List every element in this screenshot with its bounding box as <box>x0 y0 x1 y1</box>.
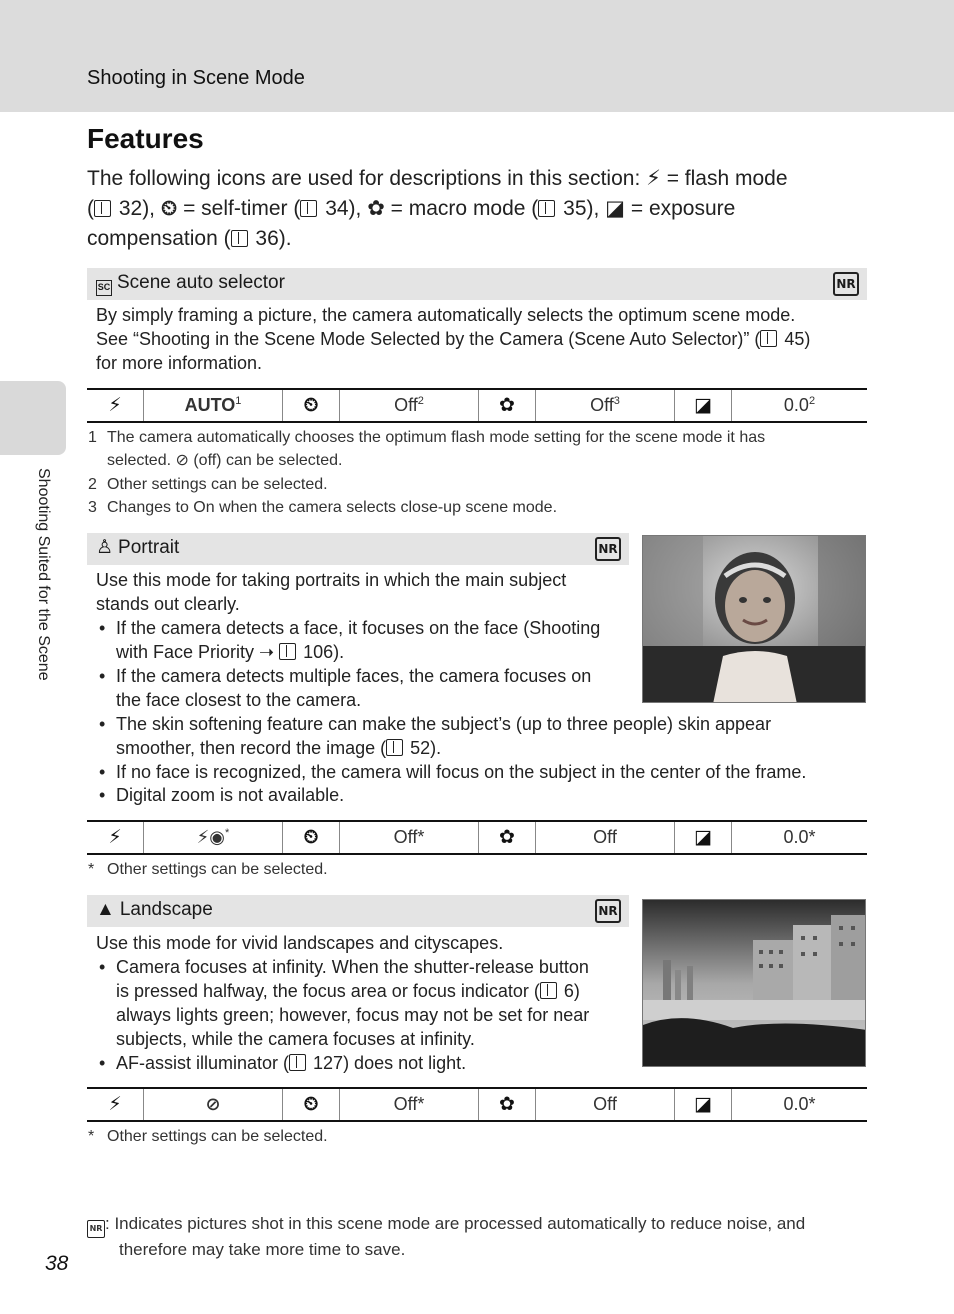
landscape-photo <box>642 899 866 1067</box>
portrait-bullet-1 <box>96 616 626 664</box>
intro-text: = flash mode <box>660 167 788 190</box>
macro-value: Off <box>536 1088 675 1121</box>
portrait-bullet-3 <box>96 712 866 760</box>
text-line: By simply framing a picture, the camera automatically selects the optimum scene mode. <box>96 305 796 325</box>
text-line: If the camera detects multiple faces, the camera focuses on <box>116 666 592 686</box>
landscape-footnote <box>88 1125 858 1148</box>
intro-paragraph <box>87 164 847 254</box>
text-line: 127) does not light. <box>308 1053 467 1073</box>
text-line: 106). <box>298 642 345 662</box>
portrait-desc <box>96 568 626 616</box>
text-line: the face closest to the camera. <box>116 690 362 710</box>
footnote-mark: 1 <box>235 395 242 407</box>
portrait-icon: ♙ <box>96 537 114 558</box>
timer-value <box>340 821 479 854</box>
value-text: Off <box>394 395 418 415</box>
landscape-bullet-1 <box>96 955 626 1051</box>
intro-text: 34), <box>319 197 368 220</box>
nr-icon: NR <box>595 899 621 923</box>
flash-icon: ⚡ <box>108 1094 122 1115</box>
book-icon <box>279 643 296 660</box>
text-line: with Face Priority ➝ <box>116 642 280 662</box>
self-timer-icon: ⏲ <box>160 197 178 220</box>
self-timer-icon: ⏲ <box>283 1088 340 1121</box>
timer-value <box>340 1088 479 1121</box>
portrait-title: Portrait <box>118 537 180 558</box>
text-line: Camera focuses at infinity. When the shutter-release button <box>116 957 589 977</box>
text-line: See “Shooting in the Scene Mode Selected by the Camera (Scene Auto Selector)” ( <box>96 329 761 349</box>
intro-text: = macro mode ( <box>384 197 539 220</box>
value-text: Off <box>590 395 614 415</box>
portrait-bullet-4: • If no face is recognized, the camera will focus on the subject in the center of the frame. <box>96 760 866 784</box>
intro-text: = exposure <box>625 197 736 220</box>
text-line: 45) <box>779 329 811 349</box>
flash-icon: ⚡ <box>108 395 122 416</box>
macro-value: Off <box>536 821 675 854</box>
text-line: is pressed halfway, the focus area or focus indicator ( <box>116 981 540 1001</box>
exposure-icon: ◪ <box>675 821 732 854</box>
text-line: The camera automatically chooses the optimum flash mode setting for the scene mode it has <box>107 429 766 446</box>
macro-icon: ✿ <box>479 821 536 854</box>
portrait-photo <box>642 535 866 703</box>
landscape-bullet-2 <box>96 1051 626 1075</box>
footnote-number: 3 <box>88 499 97 516</box>
nr-icon: NR <box>87 1220 105 1238</box>
text-line: stands out clearly. <box>96 594 240 614</box>
text-line: 6) <box>558 981 580 1001</box>
exposure-icon: ◪ <box>605 197 626 220</box>
flash-icon: ⚡ <box>108 827 122 848</box>
portrait-settings-table <box>87 820 867 855</box>
side-label: Shooting Suited for the Scene <box>35 468 52 681</box>
text-line: smoother, then record the image ( <box>116 738 387 758</box>
flash-off-icon: ⊘ <box>205 1094 221 1114</box>
intro-text: ( <box>87 197 94 220</box>
portrait-image <box>643 536 866 703</box>
intro-text: compensation ( <box>87 227 231 250</box>
header-band <box>0 0 954 112</box>
portrait-footnote <box>88 858 858 881</box>
book-icon <box>386 739 403 756</box>
page-number: 38 <box>45 1252 69 1275</box>
text-line: Other settings can be selected. <box>107 476 328 493</box>
nr-icon: NR <box>833 272 859 296</box>
footnote-mark: 2 <box>808 395 816 407</box>
text-line: for more information. <box>96 353 263 373</box>
red-eye-flash-icon: ⚡◉ <box>196 827 226 847</box>
text-line: AF-assist illuminator ( <box>116 1053 290 1073</box>
book-icon <box>231 230 248 247</box>
intro-text: The following icons are used for descriptions in this section: <box>87 167 647 190</box>
exposure-value <box>732 1088 868 1121</box>
text-line: Changes to On when the camera selects close-up scene mode. <box>107 499 558 516</box>
macro-icon: ✿ <box>367 197 385 220</box>
text-line: Other settings can be selected. <box>107 861 328 878</box>
book-icon <box>300 200 317 217</box>
landscape-settings-table <box>87 1087 867 1122</box>
text-line: subjects, while the camera focuses at infinity. <box>116 1029 475 1049</box>
intro-text: 36). <box>249 227 292 250</box>
macro-icon: ✿ <box>479 1088 536 1121</box>
book-icon <box>538 200 555 217</box>
value-text: Off <box>393 827 418 847</box>
text-line: selected. ⊘ (off) can be selected. <box>107 452 343 469</box>
text-line: If the camera detects a face, it focuses on the face (Shooting <box>116 618 601 638</box>
footnote-number: * <box>88 861 95 878</box>
macro-icon: ✿ <box>479 389 536 422</box>
footnote-number: 2 <box>88 476 97 493</box>
footnote-number: * <box>88 1128 95 1145</box>
text-line: always lights green; however, focus may not be set for near <box>116 1005 590 1025</box>
text-line: Other settings can be selected. <box>107 1128 328 1145</box>
scene-auto-heading <box>87 268 867 300</box>
side-tab <box>0 381 66 455</box>
flash-auto-icon: AUTO <box>184 395 236 415</box>
section-header: Shooting in Scene Mode <box>87 67 305 89</box>
scene-auto-settings-table <box>87 388 867 423</box>
value-text: 0.0 <box>783 395 809 415</box>
value-text: 0.0 <box>783 827 809 847</box>
exposure-icon: ◪ <box>675 1088 732 1121</box>
scene-auto-title: Scene auto selector <box>117 272 285 293</box>
footnote-mark: * <box>808 1094 816 1114</box>
book-icon <box>289 1054 306 1071</box>
book-icon <box>94 200 111 217</box>
text-line: Use this mode for taking portraits in which the main subject <box>96 570 567 590</box>
landscape-icon: ▲ <box>96 899 115 920</box>
footnote-3 <box>88 496 858 519</box>
text-line: 52). <box>405 738 442 758</box>
text-line: The skin softening feature can make the subject’s (up to three people) skin appear <box>116 714 772 734</box>
portrait-bullet-2 <box>96 664 626 712</box>
nr-icon: NR <box>595 537 621 561</box>
self-timer-icon: ⏲ <box>283 821 340 854</box>
exposure-value <box>732 821 868 854</box>
landscape-title: Landscape <box>119 899 213 920</box>
value-text: 0.0 <box>783 1094 809 1114</box>
timer-value <box>340 389 479 422</box>
footnote-number: 1 <box>88 429 97 446</box>
intro-text: 35), <box>557 197 606 220</box>
book-icon <box>760 330 777 347</box>
footnote-mark: 2 <box>417 395 424 407</box>
page-title: Features <box>87 123 204 154</box>
exposure-value <box>732 389 868 422</box>
flash-icon: ⚡ <box>646 167 661 190</box>
footnote-mark: * <box>417 827 425 847</box>
intro-text: 32), <box>113 197 161 220</box>
text-line: therefore may take more time to save. <box>119 1240 406 1259</box>
footnote-mark: 3 <box>613 395 620 407</box>
nr-legend-note <box>87 1212 847 1262</box>
footnote-mark: * <box>808 827 816 847</box>
intro-text: = self-timer ( <box>177 197 301 220</box>
value-text: Off <box>393 1094 418 1114</box>
landscape-image <box>643 900 866 1067</box>
flash-value <box>144 1088 283 1121</box>
book-icon <box>540 982 557 999</box>
text-line: : Indicates pictures shot in this scene mode are processed automatically to reduce noise, and <box>105 1214 806 1233</box>
footnote-1 <box>88 426 858 472</box>
exposure-icon: ◪ <box>675 389 732 422</box>
scene-auto-icon: SC <box>96 280 112 296</box>
portrait-bullet-5: • Digital zoom is not available. <box>96 783 866 807</box>
footnote-mark: * <box>417 1094 425 1114</box>
flash-value <box>144 389 283 422</box>
portrait-heading <box>87 533 629 565</box>
footnote-mark: * <box>225 827 230 839</box>
flash-value <box>144 821 283 854</box>
self-timer-icon: ⏲ <box>283 389 340 422</box>
footnote-2 <box>88 473 858 496</box>
scene-auto-desc <box>96 303 866 375</box>
landscape-desc: Use this mode for vivid landscapes and cityscapes. <box>96 933 504 953</box>
macro-value <box>536 389 675 422</box>
landscape-heading <box>87 895 629 927</box>
